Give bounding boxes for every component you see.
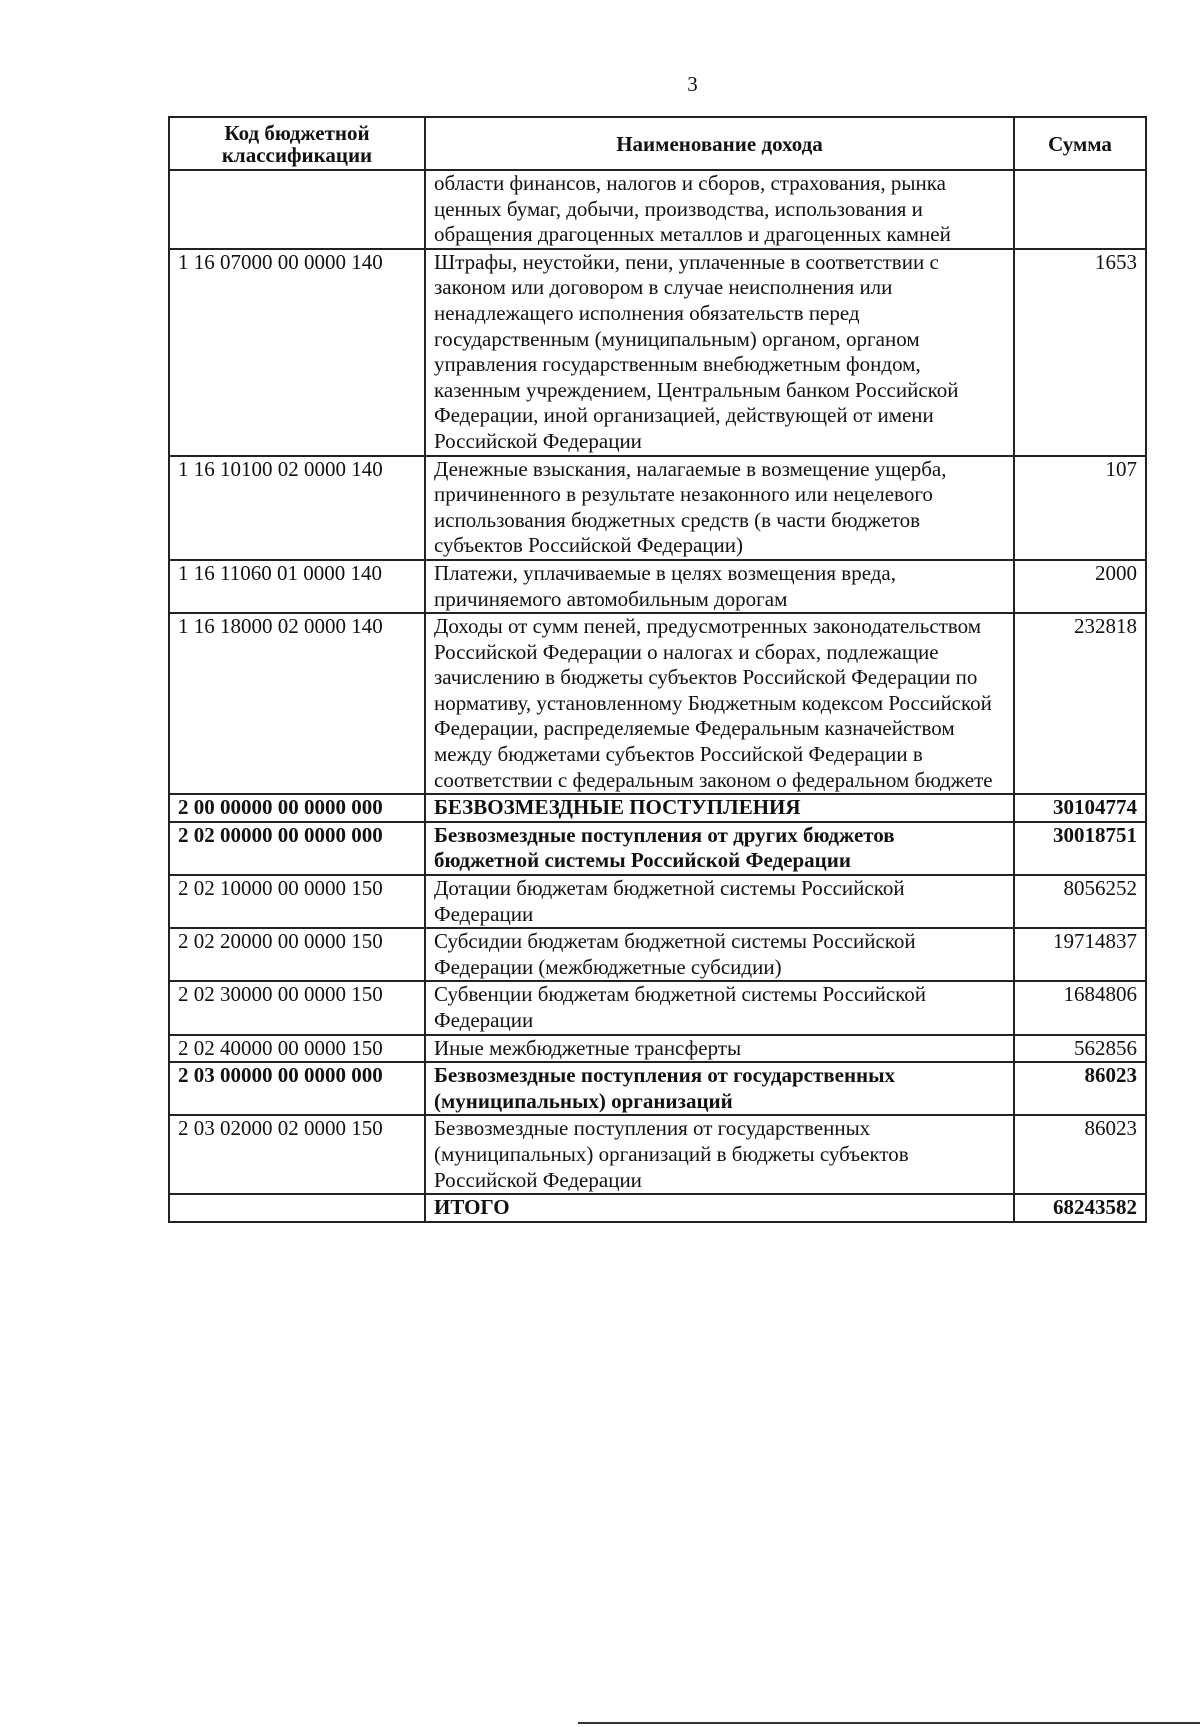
row-code: 1 16 18000 02 0000 140 (169, 613, 425, 794)
row-sum: 107 (1014, 456, 1146, 560)
row-sum: 86023 (1014, 1115, 1146, 1194)
row-name: Иные межбюджетные трансферты (425, 1035, 1014, 1063)
row-code (169, 170, 425, 249)
row-sum: 8056252 (1014, 875, 1146, 928)
row-code: 2 02 40000 00 0000 150 (169, 1035, 425, 1063)
row-sum: 1653 (1014, 249, 1146, 456)
table-row (169, 613, 1146, 794)
row-sum: 1684806 (1014, 981, 1146, 1034)
header-sum: Сумма (1014, 117, 1146, 170)
row-name: Безвозмездные поступления от других бюджетов бюджетной системы Российской Федерации (425, 822, 1014, 875)
row-code: 2 02 20000 00 0000 150 (169, 928, 425, 981)
table-row (169, 981, 1146, 1034)
row-code (169, 1194, 425, 1222)
row-name: Безвозмездные поступления от государственных (муниципальных) организаций в бюджеты субъектов Российской Федерации (425, 1115, 1014, 1194)
row-sum: 30104774 (1014, 794, 1146, 822)
row-code: 2 03 00000 00 0000 000 (169, 1062, 425, 1115)
row-name: Доходы от сумм пеней, предусмотренных законодательством Российской Федерации о налогах и сборах, подлежащие зачислению в бюджеты субъектов Российской Федерации по нормативу, установленному Бюджетным кодексом Российской Федерации, распределяемые Федеральным казначейством между бюджетами субъектов Российской Федерации в соответствии с федеральным законом о федеральном бюджете (425, 613, 1014, 794)
row-sum: 86023 (1014, 1062, 1146, 1115)
table-row (169, 1035, 1146, 1063)
scan-edge-line (578, 1722, 1200, 1724)
table-row (169, 560, 1146, 613)
row-code: 2 02 30000 00 0000 150 (169, 981, 425, 1034)
row-code: 2 03 02000 02 0000 150 (169, 1115, 425, 1194)
row-sum: 562856 (1014, 1035, 1146, 1063)
table-row (169, 1062, 1146, 1115)
table-row (169, 1194, 1146, 1222)
row-name: Платежи, уплачиваемые в целях возмещения вреда, причиняемого автомобильным дорогам (425, 560, 1014, 613)
table-row (169, 170, 1146, 249)
table-row (169, 794, 1146, 822)
row-name: Субсидии бюджетам бюджетной системы Российской Федерации (межбюджетные субсидии) (425, 928, 1014, 981)
table-row (169, 1115, 1146, 1194)
header-name: Наименование дохода (425, 117, 1014, 170)
page-number: 3 (687, 72, 698, 96)
table-header-row (169, 117, 1146, 170)
row-name: Штрафы, неустойки, пени, уплаченные в соответствии с законом или договором в случае неисполнения или ненадлежащего исполнения обязательств перед государственным (муниципальным) органом, органом управления государственным внебюджетным фондом, казенным учреждением, Центральным банком Российской Федерации, иной организацией, действующей от имени Российской Федерации (425, 249, 1014, 456)
row-name: Дотации бюджетам бюджетной системы Российской Федерации (425, 875, 1014, 928)
row-sum: 19714837 (1014, 928, 1146, 981)
header-code: Код бюджетной классификации (169, 117, 425, 170)
row-code: 2 00 00000 00 0000 000 (169, 794, 425, 822)
row-name: ИТОГО (425, 1194, 1014, 1222)
row-sum (1014, 170, 1146, 249)
row-sum: 68243582 (1014, 1194, 1146, 1222)
table-row (169, 249, 1146, 456)
table-row (169, 456, 1146, 560)
row-name: Безвозмездные поступления от государственных (муниципальных) организаций (425, 1062, 1014, 1115)
row-name: Субвенции бюджетам бюджетной системы Российской Федерации (425, 981, 1014, 1034)
row-code: 2 02 00000 00 0000 000 (169, 822, 425, 875)
row-name: области финансов, налогов и сборов, страхования, рынка ценных бумаг, добычи, производства, использования и обращения драгоценных металлов и драгоценных камней (425, 170, 1014, 249)
table-body (169, 170, 1146, 1222)
row-code: 1 16 10100 02 0000 140 (169, 456, 425, 560)
row-sum: 30018751 (1014, 822, 1146, 875)
table-row (169, 928, 1146, 981)
table-row (169, 875, 1146, 928)
table-row (169, 822, 1146, 875)
row-code: 1 16 11060 01 0000 140 (169, 560, 425, 613)
row-code: 1 16 07000 00 0000 140 (169, 249, 425, 456)
row-sum: 2000 (1014, 560, 1146, 613)
row-name: Денежные взыскания, налагаемые в возмещение ущерба, причиненного в результате незаконного или нецелевого использования бюджетных средств (в части бюджетов субъектов Российской Федерации) (425, 456, 1014, 560)
income-table (168, 116, 1147, 1223)
row-code: 2 02 10000 00 0000 150 (169, 875, 425, 928)
row-sum: 232818 (1014, 613, 1146, 794)
row-name: БЕЗВОЗМЕЗДНЫЕ ПОСТУПЛЕНИЯ (425, 794, 1014, 822)
